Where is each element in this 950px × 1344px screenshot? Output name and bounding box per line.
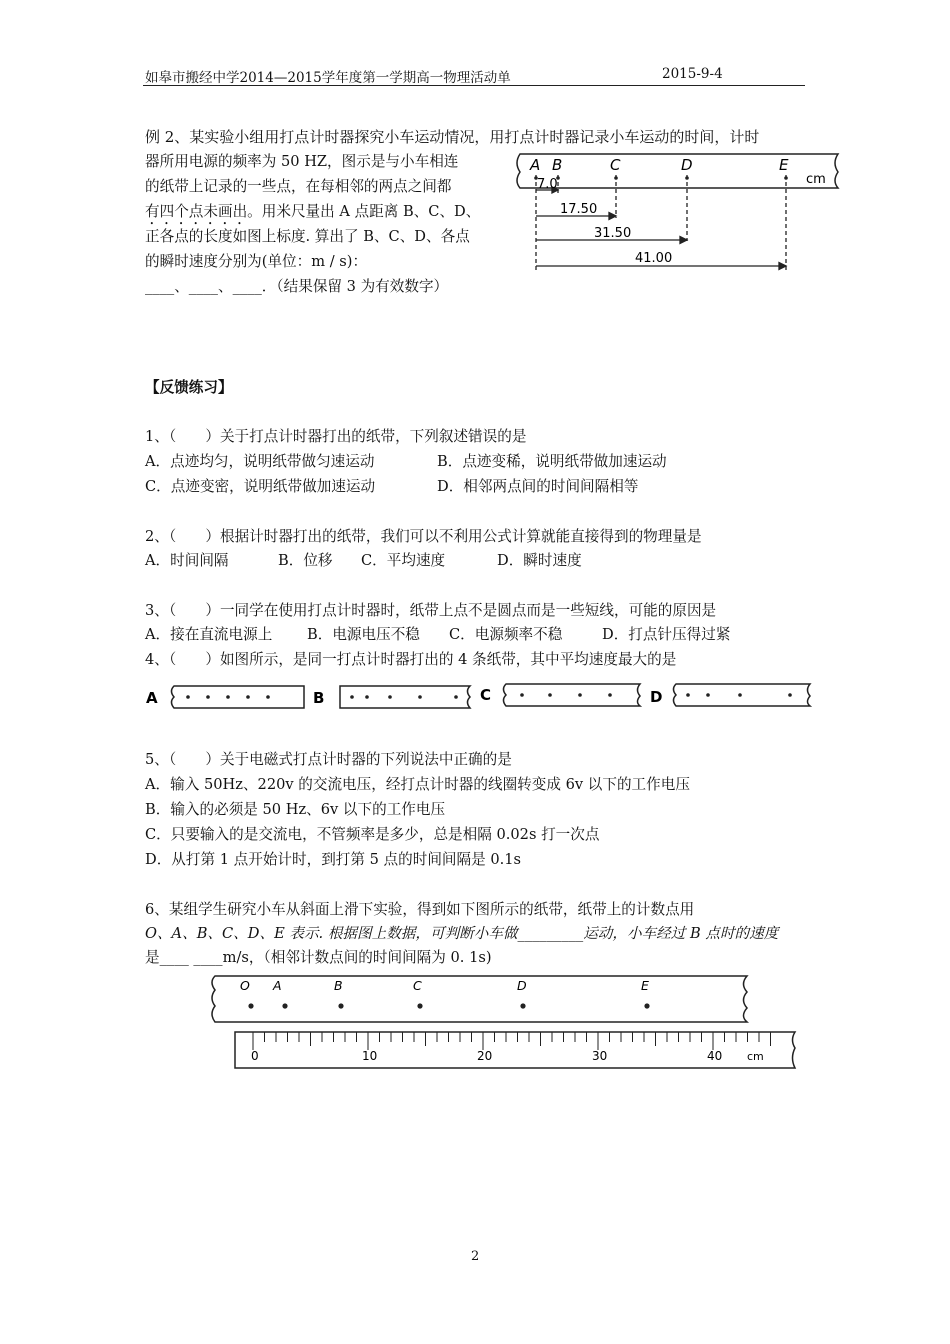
example2-line-4 — [145, 202, 480, 228]
q1-stem: 1、（ ）关于打点计时器打出的纸带，下列叙述错误的是 — [145, 428, 527, 445]
q4-tape-b — [340, 686, 470, 708]
q2-option-d: D．瞬时速度 — [497, 552, 582, 569]
q4-tape-a — [172, 686, 305, 708]
q6-line-3: 是____ ____m/s，（相邻计数点间的时间间隔为 0. 1s) — [145, 949, 492, 966]
example2-line-4-rest: 用米尺量出 A 点距离 B、C、D、 — [261, 203, 481, 220]
q6-ruler-0: 0 — [251, 1049, 259, 1063]
q1-option-a: A．点迹均匀，说明纸带做匀速运动 — [145, 453, 375, 470]
q6-point-c: C — [413, 978, 422, 993]
example2-dist-ae: 41.00 — [635, 251, 673, 266]
example2-label-c: C — [610, 156, 621, 174]
q6-tape-figure — [195, 972, 805, 1074]
q2-option-a: A．时间间隔 — [145, 552, 229, 569]
q2-option-b: B．位移 — [278, 552, 333, 569]
q6-tape-outline — [212, 976, 747, 1022]
q6-point-a: A — [273, 978, 282, 993]
q4-stem: 4、（ ）如图所示，是同一打点计时器打出的 4 条纸带，其中平均速度最大的是 — [145, 651, 677, 668]
q5-option-c: C．只要输入的是交流电，不管频率是多少，总是相隔 0.02s 打一次点 — [145, 826, 600, 843]
q6-ruler-unit: cm — [747, 1050, 764, 1063]
q1-option-d: D．相邻两点间的时间间隔相等 — [437, 478, 639, 495]
q3-option-d: D．打点针压得过紧 — [602, 626, 731, 643]
example2-line-1: 例 2、某实验小组用打点计时器探究小车运动情况，用打点计时器记录小车运动的时间，计时 — [145, 128, 760, 146]
q4-tape-c — [504, 684, 641, 706]
q6-point-b: B — [334, 978, 343, 993]
example2-dist-ac: 17.50 — [560, 202, 598, 217]
q1-option-c: C．点迹变密，说明纸带做加速运动 — [145, 478, 376, 495]
example2-tape-figure — [510, 148, 850, 273]
example2-answer-line: ____、____、____．（结果保留 3 为有效数字） — [145, 278, 449, 295]
q5-stem: 5、（ ）关于电磁式打点计时器的下列说法中正确的是 — [145, 751, 512, 768]
q3-option-c: C．电源频率不稳 — [449, 626, 563, 643]
example2-label-d: D — [681, 156, 693, 174]
example2-label-b: B — [552, 156, 563, 174]
example2-label-e: E — [779, 156, 789, 174]
q3-stem: 3、（ ）一同学在使用打点计时器时，纸带上点不是圆点而是一些短线，可能的原因是 — [145, 602, 717, 619]
q6-ruler-10: 10 — [362, 1049, 378, 1063]
q4-tape-label-d: D — [650, 688, 663, 706]
q2-option-c: C．平均速度 — [361, 552, 446, 569]
example2-label-a: A — [530, 156, 541, 174]
q6-line-1: 6、某组学生研究小车从斜面上滑下实验，得到如下图所示的纸带，纸带上的计数点用 — [145, 901, 695, 918]
q6-ruler-20: 20 — [477, 1049, 493, 1063]
header-date: 2015-9-4 — [662, 66, 723, 82]
q6-point-o: O — [240, 978, 250, 993]
q4-tape-label-b: B — [313, 689, 325, 707]
header-rule — [143, 85, 805, 86]
example2-dist-ad: 31.50 — [594, 226, 632, 241]
example2-tape-outline — [517, 154, 838, 188]
q5-option-d: D．从打第 1 点开始计时，到打第 5 点的时间间隔是 0.1s — [145, 851, 522, 868]
q5-option-b: B．输入的必须是 50 Hz、6v 以下的工作电压 — [145, 801, 446, 818]
q6-ruler-30: 30 — [592, 1049, 608, 1063]
q6-point-e: E — [641, 978, 649, 993]
q3-option-a: A．接在直流电源上 — [145, 626, 273, 643]
example2-line-6: 的瞬时速度分别为(单位：m / s)： — [145, 253, 368, 270]
example2-unit: cm — [806, 172, 826, 187]
q4-tapes-figure — [140, 678, 820, 714]
example2-dist-ab: 7.0 — [537, 177, 558, 192]
q2-stem: 2、（ ）根据计时器打出的纸带，我们可以不利用公式计算就能直接得到的物理量是 — [145, 528, 702, 545]
example2-line-5: 正各点的长度如图上标度. 算出了 B、C、D、各点 — [145, 228, 470, 245]
q5-option-a: A．输入 50Hz、220v 的交流电压，经打点计时器的线圈转变成 6v 以下的工作电压 — [145, 776, 690, 793]
feedback-title: 【反馈练习】 — [145, 379, 233, 396]
page-number: 2 — [471, 1249, 480, 1264]
example2-line-2: 器所用电源的频率为 50 HZ，图示是与小车相连 — [145, 153, 459, 170]
q6-point-d: D — [517, 978, 527, 993]
example2-emphasis: 有四个点未画出。 — [145, 203, 262, 220]
q4-tape-label-c: C — [480, 686, 492, 704]
q1-option-b: B．点迹变稀，说明纸带做加速运动 — [437, 453, 667, 470]
example2-line-3: 的纸带上记录的一些点，在每相邻的两点之间都 — [145, 178, 452, 195]
q4-tape-label-a: A — [146, 689, 158, 707]
q3-option-b: B．电源电压不稳 — [307, 626, 420, 643]
q6-line-2: O、A、B、C、D、E 表示. 根据图上数据，可判断小车做_________运动，小车经过 B 点时的速度 — [145, 925, 779, 942]
header-left: 如皋市搬经中学2014—2015学年度第一学期高一物理活动单 — [145, 70, 511, 86]
q6-ruler-40: 40 — [707, 1049, 723, 1063]
